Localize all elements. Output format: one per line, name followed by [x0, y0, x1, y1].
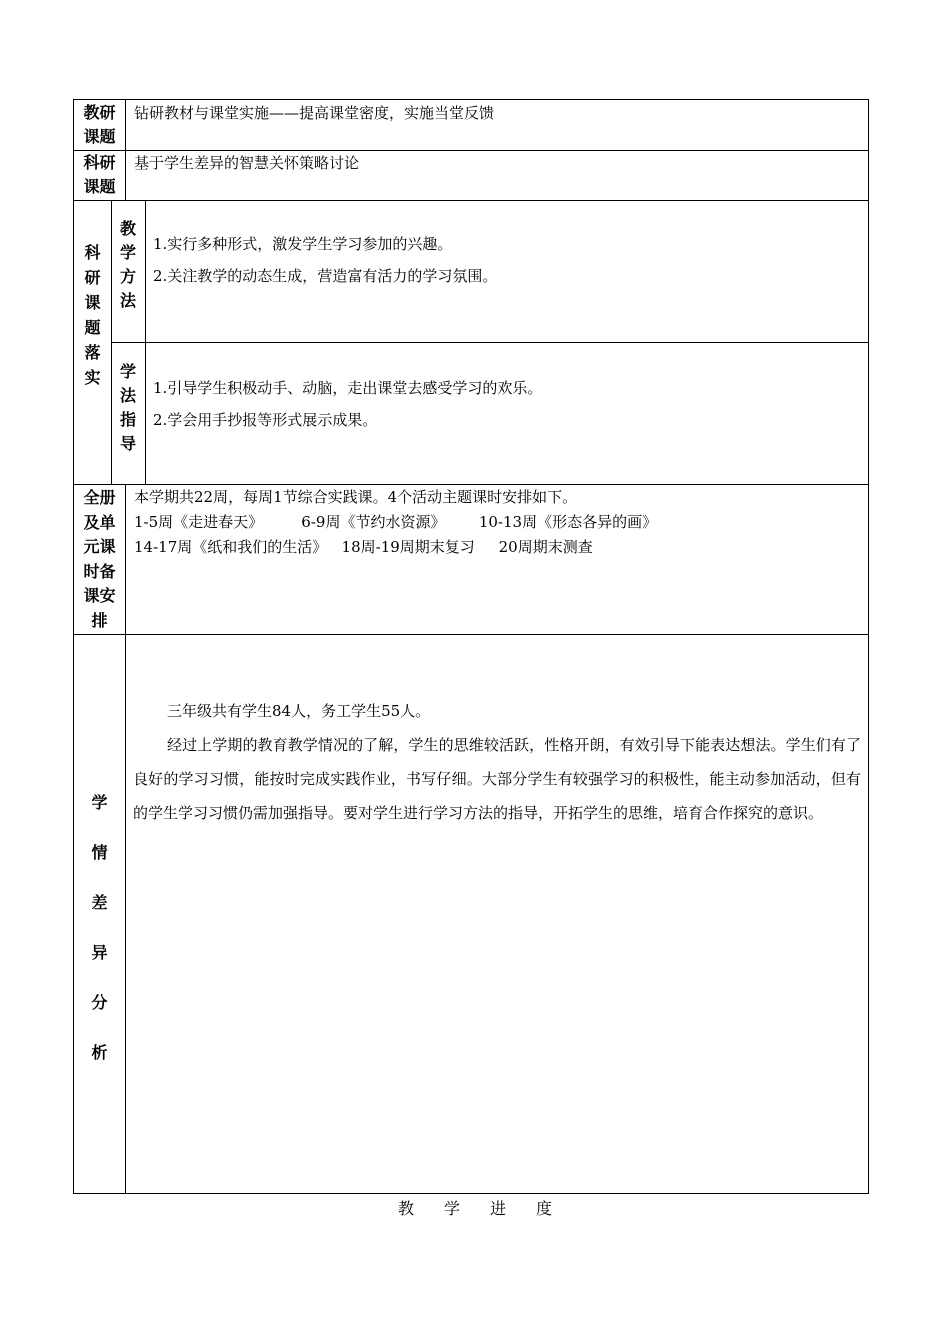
analysis-paragraph: 经过上学期的教育教学情况的了解，学生的思维较活跃，性格开朗，有效引导下能表达想法。学生们有了良好的学习习惯，能按时完成实践作业，书写仔细。大部分学生有较强学习的积极性，能主动参加活动，但有的学生学习习惯仍需加强指导。要对学生进行学习方法的指导，开拓学生的思维，培育合作探究的意识。 — [133, 736, 861, 822]
science-topic-label: 科研课题 — [83, 153, 116, 196]
row-divider — [74, 200, 868, 201]
analysis-label-text: 学 情 差 异 分 析 — [91, 793, 108, 1062]
research-topic-label: 教研课题 — [83, 103, 116, 146]
row-divider — [74, 634, 868, 635]
plan-table — [73, 99, 869, 1194]
analysis-content — [133, 694, 861, 830]
study-guide-content — [153, 372, 853, 436]
teaching-method-label — [111, 217, 145, 313]
schedule-content — [134, 485, 864, 560]
study-guide-text: 学 法 指 导 — [119, 362, 136, 453]
science-topic-content: 基于学生差异的智慧关怀策略讨论 — [134, 154, 360, 172]
col-divider — [145, 200, 146, 484]
col-divider — [125, 484, 126, 1193]
study-guide-line: 2.学会用手抄报等形式展示成果。 — [153, 411, 378, 429]
schedule-line: 14-17周《纸和我们的生活》 18周-19周期末复习 20周期末测查 — [134, 538, 593, 556]
schedule-label: 全册及单元课时备课安排 — [83, 488, 116, 630]
col-divider — [125, 100, 126, 200]
schedule-line: 1-5周《走进春天》 6-9周《节约水资源》 10-13周《形态各异的画》 — [134, 513, 658, 531]
teaching-method-content — [153, 228, 853, 292]
analysis-paragraph: 三年级共有学生84人，务工学生55人。 — [167, 702, 431, 720]
teaching-method-line: 1.实行多种形式，激发学生学习参加的兴趣。 — [153, 235, 453, 253]
row-divider — [111, 342, 868, 343]
teaching-method-line: 2.关注教学的动态生成，营造富有活力的学习氛围。 — [153, 267, 498, 285]
teaching-progress-heading: 教学进度 — [397, 1199, 582, 1218]
topic-implementation-label — [74, 240, 111, 390]
study-guide-label — [111, 360, 145, 456]
schedule-line: 本学期共22周，每周1节综合实践课。4个活动主题课时安排如下。 — [134, 488, 578, 506]
research-topic-content: 钻研教材与课堂实施——提高课堂密度，实施当堂反馈 — [134, 104, 495, 122]
analysis-label — [74, 778, 125, 1078]
topic-implementation-text: 科 研 课 题 落 实 — [84, 243, 101, 387]
teaching-method-text: 教 学 方 法 — [119, 219, 136, 310]
study-guide-line: 1.引导学生积极动手、动脑，走出课堂去感受学习的欢乐。 — [153, 379, 543, 397]
